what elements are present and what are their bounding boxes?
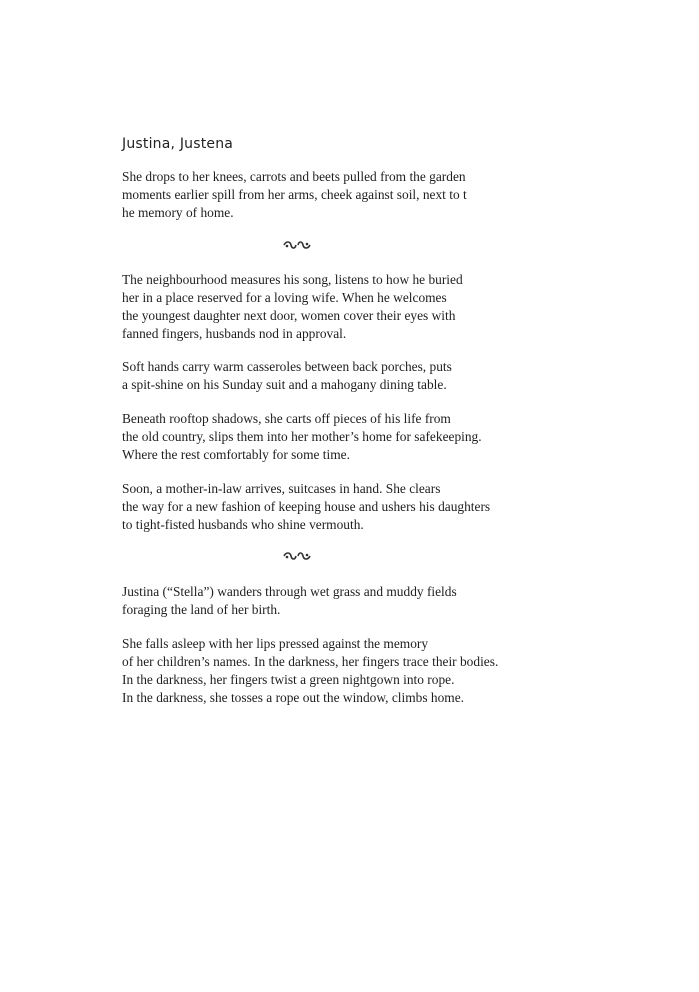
stanza-4	[122, 410, 482, 464]
poem-line: to tight-fisted husbands who shine vermouth.	[122, 517, 364, 532]
poem-line: foraging the land of her birth.	[122, 602, 281, 617]
poem-line: moments earlier spill from her arms, cheek against soil, next to t	[122, 187, 467, 202]
ornament-icon	[283, 551, 311, 561]
poem-line: the youngest daughter next door, women cover their eyes with	[122, 308, 456, 323]
poem-line: Beneath rooftop shadows, she carts off pieces of his life from	[122, 411, 451, 426]
poem-line: fanned fingers, husbands nod in approval.	[122, 326, 347, 341]
poem-line: The neighbourhood measures his song, listens to how he buried	[122, 272, 463, 287]
poem-line: a spit-shine on his Sunday suit and a mahogany dining table.	[122, 377, 447, 392]
poem-line: She drops to her knees, carrots and beets pulled from the garden	[122, 169, 466, 184]
poem-line: She falls asleep with her lips pressed against the memory	[122, 636, 429, 651]
poem-line: he memory of home.	[122, 205, 234, 220]
stanza-6	[122, 583, 457, 619]
poem-line: In the darkness, her fingers twist a green nightgown into rope.	[122, 672, 455, 687]
ornament-icon	[283, 240, 311, 250]
poem-line: Where the rest comfortably for some time.	[122, 447, 350, 462]
stanza-3	[122, 358, 452, 394]
poem-line: In the darkness, she tosses a rope out the window, climbs home.	[122, 690, 465, 705]
stanza-7	[122, 635, 498, 707]
section-ornament	[283, 240, 311, 253]
stanza-1	[122, 168, 467, 222]
poem-line: of her children’s names. In the darkness, her fingers trace their bodies.	[122, 654, 499, 669]
poem-line: Justina (“Stella”) wanders through wet grass and muddy fields	[122, 584, 457, 599]
stanza-5	[122, 480, 490, 534]
stanza-2	[122, 271, 463, 343]
poem-line: her in a place reserved for a loving wife. When he welcomes	[122, 290, 447, 305]
poem-line: Soft hands carry warm casseroles between back porches, puts	[122, 359, 452, 374]
poem-title: Justina, Justena	[122, 136, 234, 152]
section-ornament	[283, 551, 311, 564]
poem-line: the old country, slips them into her mother’s home for safekeeping.	[122, 429, 482, 444]
poem-line: the way for a new fashion of keeping house and ushers his daughters	[122, 499, 491, 514]
poem-line: Soon, a mother-in-law arrives, suitcases in hand. She clears	[122, 481, 441, 496]
